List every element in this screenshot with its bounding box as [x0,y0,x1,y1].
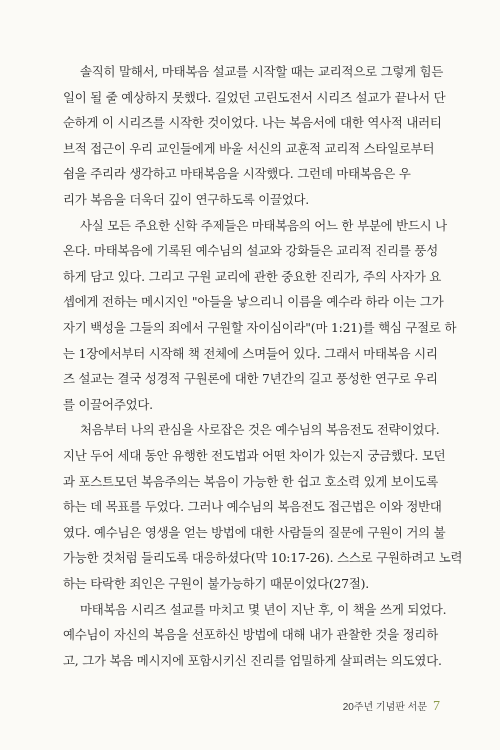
paragraph-4-line-1: 마태복음 시리즈 설교를 마치고 몇 년이 지난 후, 이 책을 쓰게 되었다. [80,601,447,617]
paragraph-3-line-4: 하는 데 목표를 두었다. 그러나 예수님의 복음전도 접근법은 이와 정반대 [63,499,442,515]
paragraph-2-line-4: 셉에게 전하는 메시지인 "아들을 낳으리니 이름을 예수라 하라 이는 그가 [63,294,444,310]
paragraph-1-line-6: 리가 복음을 더욱더 깊이 연구하도록 이끌었다. [63,192,310,207]
paragraph-4-line-3: 고, 그가 복음 메시지에 포함시키신 진리를 엄밀하게 살피려는 의도였다. [63,652,442,668]
paragraph-1-line-2: 일이 될 줄 예상하지 못했다. 길었던 고린도전서 시리즈 설교가 끝나서 단 [63,89,446,105]
paragraph-3-line-1: 처음부터 나의 관심을 사로잡은 것은 예수님의 복음전도 전략이었다. [80,422,440,438]
paragraph-1-line-1: 솔직히 말해서, 마태복음 설교를 시작할 때는 교리적으로 그렇게 힘든 [80,64,444,79]
paragraph-1-line-5: 쉼을 주리라 생각하고 마태복음을 시작했다. 그런데 마태복음은 우 [63,166,411,182]
paragraph-2-line-6: 는 1장에서부터 시작해 책 전체에 스며들어 있다. 그래서 마태복음 시리 [63,345,438,361]
paragraph-2-line-3: 하게 담고 있다. 그리고 구원 교리에 관한 중요한 진리가, 주의 사자가 요 [63,268,442,284]
paragraph-3-line-3: 과 포스트모던 복음주의는 복음이 가능한 한 쉽고 호소력 있게 보이도록 [63,473,438,489]
page-number: 7 [433,699,440,714]
page-footer [343,698,440,715]
paragraph-2-line-1: 사실 모든 주요한 신학 주제들은 마태복음의 어느 한 부분에 반드시 나 [80,217,447,233]
paragraph-1-line-3: 순하게 이 시리즈를 시작한 것이었다. 나는 복음서에 대한 역사적 내러티 [63,115,442,131]
paragraph-2-line-5: 자기 백성을 그들의 죄에서 구원할 자이심이라"(마 1:21)를 핵심 구절로 하 [63,320,457,335]
paragraph-3-line-5: 였다. 예수님은 영생을 얻는 방법에 대한 사람들의 질문에 구원이 거의 불 [63,524,446,540]
running-title: 20주년 기념판 서문 [342,702,427,713]
paragraph-2-line-7: 즈 설교는 결국 성경적 구원론에 대한 7년간의 길고 풍성한 연구로 우리 [63,371,438,387]
paragraph-3-line-7: 하는 타락한 죄인은 구원이 불가능하기 때문이었다(27절). [63,576,369,591]
paragraph-4-line-2: 예수님이 자신의 복음을 선포하신 방법에 대해 내가 관찰한 것을 정리하 [63,627,438,643]
paragraph-1-line-4: 브적 접근이 우리 교인들에게 바울 서신의 교훈적 교리적 스타일로부터 [63,140,435,156]
paragraph-2-line-2: 온다. 마태복음에 기록된 예수님의 설교와 강화들은 교리적 진리를 풍성 [63,243,438,259]
paragraph-3-line-6: 가능한 것처럼 들리도록 대응하셨다(막 10:17-26). 스스로 구원하려고 노력 [63,550,463,566]
paragraph-3-line-2: 지난 두어 세대 동안 유행한 전도법과 어떤 차이가 있는지 궁금했다. 모던 [63,448,446,463]
paragraph-2-line-8: 를 이끌어주었다. [63,396,153,412]
